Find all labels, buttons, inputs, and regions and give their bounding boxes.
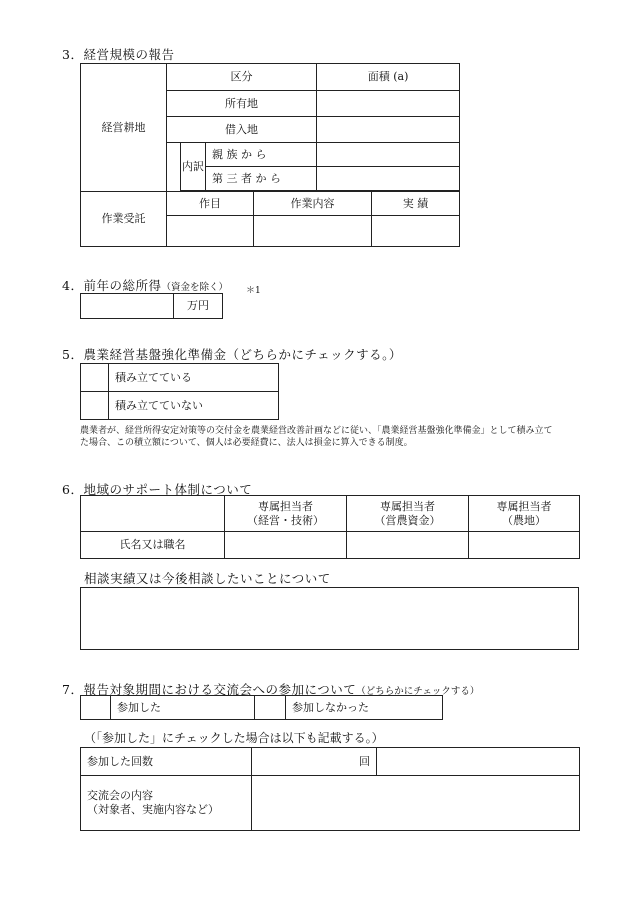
section6-title: 6．地域のサポート体制について bbox=[62, 482, 253, 497]
shakunyuuchi-label: 借入地 bbox=[167, 117, 317, 143]
support-header-shikin-line2: （営農資金） bbox=[374, 513, 441, 527]
support-corner-cell bbox=[81, 496, 225, 532]
support-header-shikin bbox=[347, 496, 469, 532]
section4-title-text: 4．前年の総所得 bbox=[62, 278, 162, 293]
not-attended-label: 参加しなかった bbox=[286, 696, 443, 720]
content-label bbox=[81, 776, 252, 831]
daisansha-label: 第 三 者 か ら bbox=[206, 167, 317, 191]
spacer-cell bbox=[167, 143, 181, 192]
sagyou-naiyou-input[interactable] bbox=[254, 216, 372, 247]
footnote-mark: ＊1 bbox=[246, 286, 261, 296]
support-header-keiei-line2: （経営・技術） bbox=[247, 513, 324, 527]
shinzoku-label: 親 族 か ら bbox=[206, 143, 317, 167]
exchange-checklist bbox=[80, 695, 443, 720]
exchange-detail-table bbox=[80, 747, 580, 831]
support-header-nouchi bbox=[469, 496, 580, 532]
content-input[interactable] bbox=[252, 776, 580, 831]
consult-box bbox=[80, 587, 579, 650]
jisseki-input[interactable] bbox=[372, 216, 460, 247]
count-unit: 回 bbox=[359, 754, 370, 768]
shakunyuuchi-area-input[interactable] bbox=[317, 117, 460, 143]
support-header-nouchi-line1: 専属担当者 bbox=[496, 499, 552, 513]
reserve-yes-checkbox[interactable] bbox=[81, 364, 109, 392]
count-input[interactable] bbox=[252, 748, 377, 776]
section4-title bbox=[62, 276, 228, 294]
business-scale-table bbox=[80, 63, 460, 247]
keiei-kouchi-label: 経営耕地 bbox=[81, 64, 167, 192]
sakumoku-header: 作目 bbox=[167, 192, 254, 216]
uchiwake-label: 内訳 bbox=[181, 143, 206, 191]
section4-subtitle: （資金を除く） bbox=[161, 282, 228, 293]
support-header-shikin-line1: 専属担当者 bbox=[380, 499, 435, 513]
daisansha-area-input[interactable] bbox=[317, 167, 460, 191]
support-row-label: 氏名又は職名 bbox=[81, 532, 225, 559]
attended-label: 参加した bbox=[111, 696, 255, 720]
support-header-keiei-line1: 専属担当者 bbox=[258, 499, 313, 513]
attended-checkbox[interactable] bbox=[81, 696, 111, 720]
jisseki-header: 実 績 bbox=[372, 192, 460, 216]
not-attended-checkbox[interactable] bbox=[255, 696, 286, 720]
kubun-header: 区分 bbox=[167, 64, 317, 91]
section7-subtitle: （どちらかにチェックする） bbox=[356, 686, 480, 697]
shoyuuchi-area-input[interactable] bbox=[317, 91, 460, 117]
consult-textarea[interactable] bbox=[81, 588, 579, 650]
count-extra-cell bbox=[377, 748, 580, 776]
sakumoku-input[interactable] bbox=[167, 216, 254, 247]
section5-title: 5．農業経営基盤強化準備金（どちらかにチェックする。） bbox=[62, 347, 402, 362]
exchange-instruction: （「参加した」にチェックした場合は以下も記載する。） bbox=[84, 731, 384, 745]
support-keiei-name-input[interactable] bbox=[225, 532, 347, 559]
content-label-line1: 交流会の内容 bbox=[87, 789, 153, 803]
reserve-no-checkbox[interactable] bbox=[81, 392, 109, 420]
section7-title-text: 7．報告対象期間における交流会への参加について bbox=[62, 682, 357, 697]
sagyou-naiyou-header: 作業内容 bbox=[254, 192, 372, 216]
income-input[interactable] bbox=[81, 294, 174, 319]
support-header-keiei bbox=[225, 496, 347, 532]
reserve-note: 農業者が、経営所得安定対策等の交付金を農業経営改善計画などに従い、「農業経営基盤強化準備金」として積み立てた場合、この積立額について、個人は必要経費に、法人は損金に算入できる制度。 bbox=[80, 426, 553, 448]
income-table bbox=[80, 293, 223, 319]
sagyou-jutaku-label: 作業受託 bbox=[81, 192, 167, 247]
reserve-yes-label: 積み立てている bbox=[109, 364, 279, 392]
content-label-line2: （対象者、実施内容など） bbox=[87, 803, 219, 816]
reserve-no-label: 積み立てていない bbox=[109, 392, 279, 420]
count-label: 参加した回数 bbox=[81, 748, 252, 776]
menseki-header: 面積 (a) bbox=[317, 64, 460, 91]
reserve-checklist bbox=[80, 363, 279, 420]
support-header-nouchi-line2: （農地） bbox=[502, 513, 546, 527]
support-nouchi-name-input[interactable] bbox=[469, 532, 580, 559]
support-shikin-name-input[interactable] bbox=[347, 532, 469, 559]
income-unit: 万円 bbox=[174, 294, 223, 319]
shoyuuchi-label: 所有地 bbox=[167, 91, 317, 117]
shinzoku-area-input[interactable] bbox=[317, 143, 460, 167]
consult-label: 相談実績又は今後相談したいことについて bbox=[84, 571, 331, 586]
support-table bbox=[80, 495, 580, 559]
section3-title: 3．経営規模の報告 bbox=[62, 47, 175, 62]
